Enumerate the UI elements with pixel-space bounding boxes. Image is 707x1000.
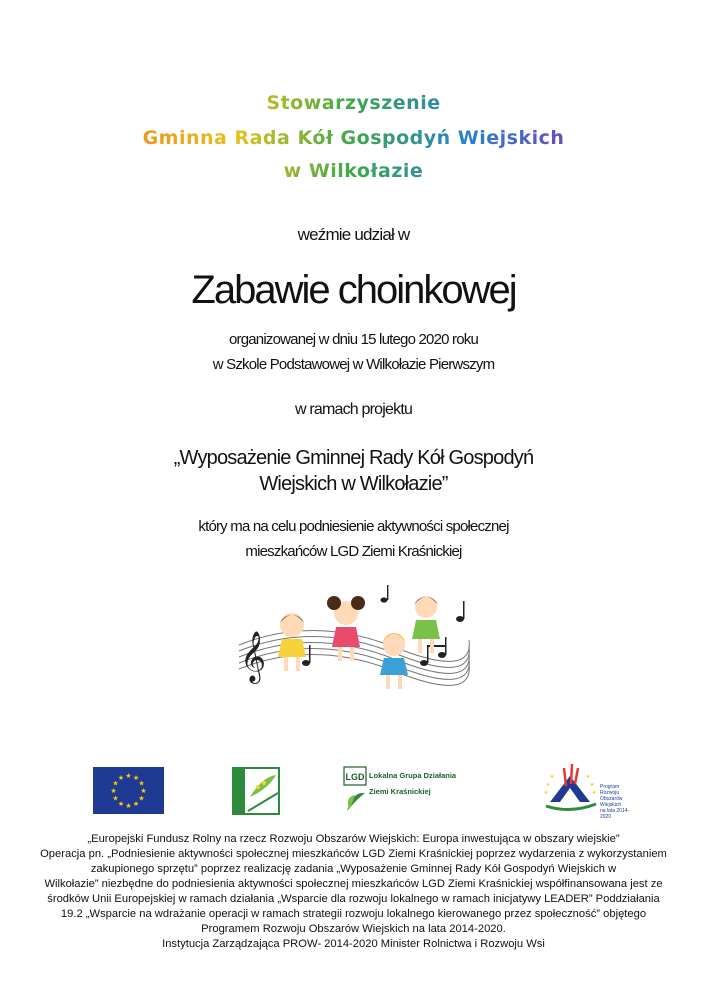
header-location: w Wilkołazie bbox=[0, 160, 707, 182]
prow-logo bbox=[540, 762, 630, 820]
project-aim-line1: który ma na celu podniesienie aktywności społecznej bbox=[198, 518, 509, 535]
svg-text:★: ★ bbox=[585, 774, 591, 780]
svg-text:★: ★ bbox=[132, 800, 140, 808]
disclaimer-line: Wilkołazie” niezbędne do podniesienia aktywności społecznej mieszkańców LGD Ziemi Kraśnickiej współfinansowana jest ze bbox=[44, 878, 663, 890]
prow-logo-icon bbox=[540, 762, 600, 816]
svg-text:★: ★ bbox=[110, 787, 117, 795]
prow-text-line: Rozwoju bbox=[600, 790, 620, 796]
svg-text:★: ★ bbox=[589, 782, 595, 788]
disclaimer-line: Instytucja Zarządzająca PROW- 2014-2020 Minister Rolnictwa i Rozwoju Wsi bbox=[162, 938, 545, 950]
svg-text:LGD: LGD bbox=[345, 772, 365, 782]
lgd-name-line1: Lokalna Grupa Działania bbox=[369, 771, 457, 780]
svg-text:★: ★ bbox=[549, 774, 555, 780]
project-aim-line2: mieszkańców LGD Ziemi Kraśnickiej bbox=[245, 543, 462, 560]
disclaimer-line: środków Unii Europejskiej w ramach działania „Wsparcie dla rozwoju lokalnego w ramach inicjatywy LEADER” Poddziałania bbox=[47, 893, 660, 905]
prow-text-line: Program bbox=[600, 784, 620, 790]
lgd-logo bbox=[343, 765, 483, 815]
eu-flag-icon bbox=[93, 767, 164, 814]
svg-text:★: ★ bbox=[138, 794, 145, 803]
svg-text:★: ★ bbox=[125, 772, 132, 780]
svg-text:★: ★ bbox=[117, 800, 125, 808]
disclaimer-line: Programem Rozwoju Obszarów Wiejskich na lata 2014-2020. bbox=[201, 923, 506, 935]
intro-text: weźmie udział w bbox=[297, 225, 410, 244]
event-venue-line: w Szkole Podstawowej w Wilkołazie Pierwszym bbox=[212, 356, 495, 373]
disclaimer-line: 19.2 „Wsparcie na wdrażanie operacji w ramach strategii rozwoju lokalnego kierowanego przez społeczność” objętego bbox=[60, 908, 647, 920]
prow-text-line: na lata 2014-2020 bbox=[600, 808, 630, 820]
svg-text:★: ★ bbox=[112, 779, 119, 788]
header-association-label: Stowarzyszenie bbox=[0, 92, 707, 114]
svg-text:★: ★ bbox=[591, 790, 597, 796]
leader-logo-icon bbox=[232, 767, 280, 815]
project-name-line1: „Wyposażenie Gminnej Rady Kół Gospodyń bbox=[173, 447, 534, 469]
svg-text:★: ★ bbox=[543, 790, 549, 796]
svg-text:★: ★ bbox=[140, 787, 147, 795]
svg-text:★: ★ bbox=[117, 774, 125, 782]
svg-text:★: ★ bbox=[138, 779, 145, 788]
svg-text:★: ★ bbox=[112, 794, 119, 803]
disclaimer-line: Operacja pn. „Podniesienie aktywności społecznej mieszkańców LGD Ziemi Kraśnickiej poprzez wydarzenia z wykorzystaniem bbox=[40, 848, 667, 860]
lgd-name-line2: Ziemi Kraśnickiej bbox=[369, 787, 431, 796]
prow-text-line: Wiejskich bbox=[600, 802, 622, 808]
project-framework-text: w ramach projektu bbox=[294, 401, 413, 418]
children-singing-music-notes-icon bbox=[234, 585, 474, 697]
svg-text:𝄞: 𝄞 bbox=[240, 631, 267, 682]
funding-disclaimer bbox=[10, 832, 697, 952]
disclaimer-line: zakupionego sprzętu” poprzez realizację zadania „Wyposażenie Gminnej Rady Kół Gospodyń Wiejskich w bbox=[90, 863, 617, 875]
lgd-logo-icon bbox=[343, 765, 369, 815]
header-organization-name: Gminna Rada Kół Gospodyń Wiejskich bbox=[0, 127, 707, 149]
prow-logo-text bbox=[600, 784, 634, 820]
event-title: Zabawie choinkowej bbox=[191, 268, 516, 312]
event-date-line: organizowanej w dniu 15 lutego 2020 roku bbox=[228, 331, 479, 348]
prow-text-line: Obszarów bbox=[600, 796, 623, 802]
svg-text:★: ★ bbox=[132, 774, 140, 782]
svg-text:★: ★ bbox=[125, 802, 132, 810]
disclaimer-line: „Europejski Fundusz Rolny na rzecz Rozwoju Obszarów Wiejskich: Europa inwestująca w obszary wiejskie” bbox=[87, 833, 620, 845]
project-name-line2: Wiejskich w Wilkołazie” bbox=[259, 473, 448, 495]
svg-text:★: ★ bbox=[545, 782, 551, 788]
